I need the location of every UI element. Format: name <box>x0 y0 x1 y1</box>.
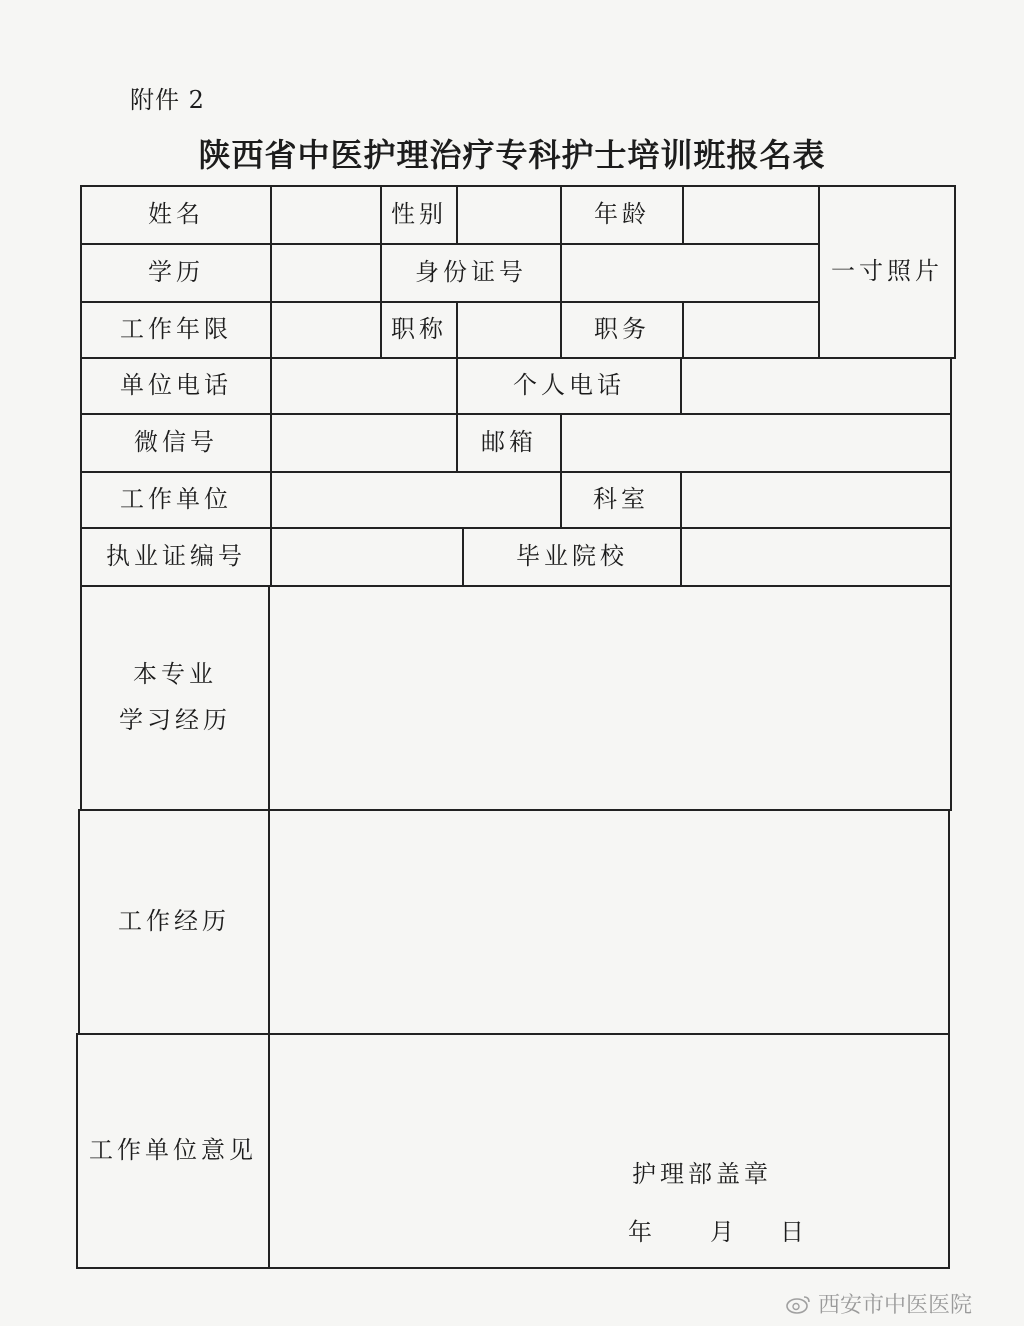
field-license-number[interactable] <box>270 527 464 587</box>
date-line <box>628 1212 804 1247</box>
label-professional-title: 职称 <box>380 301 458 359</box>
field-personal-phone[interactable] <box>680 357 952 415</box>
label-education: 学历 <box>80 243 272 303</box>
field-study-experience[interactable] <box>268 585 952 811</box>
label-wechat: 微信号 <box>80 413 272 473</box>
label-name: 姓名 <box>80 185 272 245</box>
field-work-experience[interactable] <box>268 809 950 1035</box>
field-education[interactable] <box>270 243 382 303</box>
field-graduate-school[interactable] <box>680 527 952 587</box>
label-license-number: 执业证编号 <box>80 527 272 587</box>
label-department: 科室 <box>560 471 682 529</box>
label-work-years: 工作年限 <box>80 301 272 359</box>
watermark <box>786 1288 972 1319</box>
nursing-dept-stamp-label: 护理部盖章 <box>632 1160 772 1188</box>
field-department[interactable] <box>680 471 952 529</box>
watermark-text: 西安市中医医院 <box>818 1293 973 1318</box>
study-label-line1: 本专业 <box>133 660 217 689</box>
field-age[interactable] <box>682 185 820 245</box>
label-position: 职务 <box>560 301 684 359</box>
label-unit-opinion: 工作单位意见 <box>76 1033 270 1269</box>
field-id-number[interactable] <box>560 243 820 303</box>
label-study-experience <box>80 585 270 811</box>
date-year: 年 <box>628 1218 652 1246</box>
field-professional-title[interactable] <box>456 301 562 359</box>
field-email[interactable] <box>560 413 952 473</box>
label-gender: 性别 <box>380 185 458 245</box>
attachment-label: 附件 2 <box>130 86 205 114</box>
field-unit-opinion[interactable] <box>268 1033 950 1269</box>
field-name[interactable] <box>270 185 382 245</box>
label-unit-phone: 单位电话 <box>80 357 272 415</box>
field-position[interactable] <box>682 301 820 359</box>
label-personal-phone: 个人电话 <box>456 357 682 415</box>
field-wechat[interactable] <box>270 413 458 473</box>
label-email: 邮箱 <box>456 413 562 473</box>
label-id-number: 身份证号 <box>380 243 562 303</box>
field-work-unit[interactable] <box>270 471 562 529</box>
field-work-years[interactable] <box>270 301 382 359</box>
date-day: 日 <box>780 1218 804 1246</box>
label-graduate-school: 毕业院校 <box>462 527 682 587</box>
label-work-unit: 工作单位 <box>80 471 272 529</box>
form-title: 陕西省中医护理治疗专科护士培训班报名表 <box>198 136 826 174</box>
label-age: 年龄 <box>560 185 684 245</box>
study-label-line2: 学习经历 <box>119 706 231 734</box>
label-work-experience: 工作经历 <box>78 809 270 1035</box>
field-unit-phone[interactable] <box>270 357 458 415</box>
date-month: 月 <box>710 1218 734 1246</box>
field-gender[interactable] <box>456 185 562 245</box>
photo-box[interactable]: 一寸照片 <box>818 185 956 359</box>
weibo-icon <box>786 1294 812 1314</box>
